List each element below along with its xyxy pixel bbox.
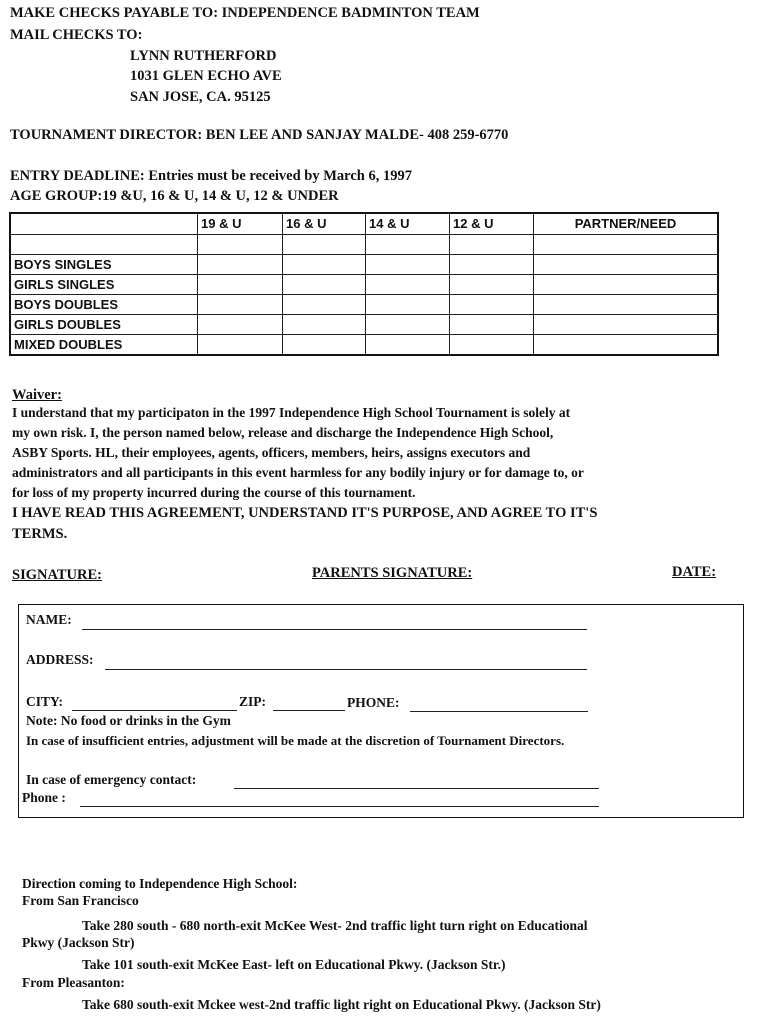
table-row bbox=[10, 315, 718, 335]
row-label: GIRLS SINGLES bbox=[10, 275, 198, 295]
table-cell[interactable] bbox=[450, 235, 534, 255]
entry-deadline: ENTRY DEADLINE: Entries must be received by March 6, 1997 bbox=[10, 168, 412, 184]
table-cell[interactable] bbox=[198, 295, 283, 315]
table-cell[interactable] bbox=[283, 235, 366, 255]
table-cell[interactable] bbox=[450, 335, 534, 356]
table-cell[interactable] bbox=[198, 255, 283, 275]
table-cell[interactable] bbox=[283, 295, 366, 315]
table-cell[interactable] bbox=[283, 275, 366, 295]
sf-direction-line: Pkwy (Jackson Str) bbox=[22, 935, 135, 950]
table-header-cell: 14 & U bbox=[366, 213, 450, 235]
table-cell[interactable] bbox=[450, 295, 534, 315]
zip-field[interactable] bbox=[273, 710, 345, 711]
waiver-line: for loss of my property incurred during the course of this tournament. bbox=[12, 485, 416, 500]
date-label: DATE: bbox=[672, 564, 717, 580]
waiver-title: Waiver: bbox=[12, 387, 62, 403]
table-row bbox=[10, 295, 718, 315]
table-row bbox=[10, 235, 718, 255]
row-label: GIRLS DOUBLES bbox=[10, 315, 198, 335]
address-line-3: SAN JOSE, CA. 95125 bbox=[130, 89, 271, 105]
table-cell[interactable] bbox=[534, 295, 719, 315]
address-line-2: 1031 GLEN ECHO AVE bbox=[130, 68, 282, 84]
name-field[interactable] bbox=[82, 629, 587, 630]
address-line-1: LYNN RUTHERFORD bbox=[130, 48, 277, 64]
waiver-line: my own risk. I, the person named below, release and discharge the Independence High School, bbox=[12, 425, 554, 440]
address-field[interactable] bbox=[105, 669, 587, 670]
emergency-contact-label: In case of emergency contact: bbox=[26, 772, 197, 787]
agreement-line: I HAVE READ THIS AGREEMENT, UNDERSTAND IT'S PURPOSE, AND AGREE TO IT'S bbox=[12, 505, 598, 521]
table-cell[interactable] bbox=[366, 275, 450, 295]
insufficient-entries-note: In case of insufficient entries, adjustment will be made at the discretion of Tournament Directors. bbox=[26, 733, 565, 748]
table-cell[interactable] bbox=[366, 235, 450, 255]
table-cell[interactable] bbox=[366, 335, 450, 356]
from-pleasanton: From Pleasanton: bbox=[22, 975, 125, 990]
table-cell bbox=[10, 235, 198, 255]
table-cell[interactable] bbox=[534, 235, 719, 255]
phone-label: PHONE: bbox=[347, 695, 400, 710]
table-cell[interactable] bbox=[283, 255, 366, 275]
table-header-cell: 12 & U bbox=[450, 213, 534, 235]
table-cell[interactable] bbox=[366, 315, 450, 335]
table-cell[interactable] bbox=[450, 315, 534, 335]
entry-table bbox=[9, 212, 719, 356]
table-cell[interactable] bbox=[450, 275, 534, 295]
sf-direction-line: Take 280 south - 680 north-exit McKee West- 2nd traffic light turn right on Educational bbox=[82, 918, 588, 933]
table-cell[interactable] bbox=[283, 315, 366, 335]
table-cell[interactable] bbox=[534, 255, 719, 275]
zip-label: ZIP: bbox=[239, 694, 266, 709]
row-label: MIXED DOUBLES bbox=[10, 335, 198, 356]
table-cell[interactable] bbox=[198, 315, 283, 335]
table-cell[interactable] bbox=[198, 235, 283, 255]
table-cell[interactable] bbox=[534, 315, 719, 335]
table-header-cell: 16 & U bbox=[283, 213, 366, 235]
table-cell[interactable] bbox=[450, 255, 534, 275]
table-header-cell: PARTNER/NEED bbox=[534, 213, 719, 235]
row-label: BOYS DOUBLES bbox=[10, 295, 198, 315]
tournament-director: TOURNAMENT DIRECTOR: BEN LEE AND SANJAY MALDE- 408 259-6770 bbox=[10, 127, 509, 143]
table-header-cell bbox=[10, 213, 198, 235]
pleasanton-direction-line: Take 680 south-exit Mckee west-2nd traffic light right on Educational Pkwy. (Jackson Str) bbox=[82, 997, 601, 1012]
payable-line: MAKE CHECKS PAYABLE TO: INDEPENDENCE BADMINTON TEAM bbox=[10, 5, 480, 21]
emergency-phone-field[interactable] bbox=[80, 806, 599, 807]
parents-signature-label: PARENTS SIGNATURE: bbox=[312, 565, 473, 581]
emergency-phone-label: Phone : bbox=[22, 790, 66, 805]
city-field[interactable] bbox=[72, 710, 237, 711]
table-cell[interactable] bbox=[198, 335, 283, 356]
table-cell[interactable] bbox=[366, 295, 450, 315]
address-label: ADDRESS: bbox=[26, 652, 94, 667]
table-cell[interactable] bbox=[366, 255, 450, 275]
note-food: Note: No food or drinks in the Gym bbox=[26, 713, 231, 728]
from-san-francisco: From San Francisco bbox=[22, 893, 139, 908]
mail-checks-label: MAIL CHECKS TO: bbox=[10, 27, 143, 43]
table-header-row bbox=[10, 213, 718, 235]
table-cell[interactable] bbox=[198, 275, 283, 295]
name-label: NAME: bbox=[26, 612, 72, 627]
waiver-line: administrators and all participants in this event harmless for any bodily injury or for damage to, or bbox=[12, 465, 584, 480]
emergency-contact-field[interactable] bbox=[234, 788, 599, 789]
table-header-cell: 19 & U bbox=[198, 213, 283, 235]
table-row bbox=[10, 335, 718, 356]
signature-label: SIGNATURE: bbox=[12, 567, 102, 583]
city-label: CITY: bbox=[26, 694, 64, 709]
table-cell[interactable] bbox=[534, 335, 719, 356]
table-cell[interactable] bbox=[534, 275, 719, 295]
age-group: AGE GROUP:19 &U, 16 & U, 14 & U, 12 & UNDER bbox=[10, 188, 339, 204]
agreement-line: TERMS. bbox=[12, 526, 68, 542]
sf-direction-line: Take 101 south-exit McKee East- left on Educational Pkwy. (Jackson Str.) bbox=[82, 957, 506, 972]
row-label: BOYS SINGLES bbox=[10, 255, 198, 275]
phone-field[interactable] bbox=[410, 711, 588, 712]
table-cell[interactable] bbox=[283, 335, 366, 356]
waiver-line: I understand that my participaton in the 1997 Independence High School Tournament is solely at bbox=[12, 405, 571, 420]
waiver-line: ASBY Sports. HL, their employees, agents, officers, members, heirs, assigns executors and bbox=[12, 445, 531, 460]
directions-title: Direction coming to Independence High School: bbox=[22, 876, 298, 891]
table-row bbox=[10, 255, 718, 275]
table-row bbox=[10, 275, 718, 295]
